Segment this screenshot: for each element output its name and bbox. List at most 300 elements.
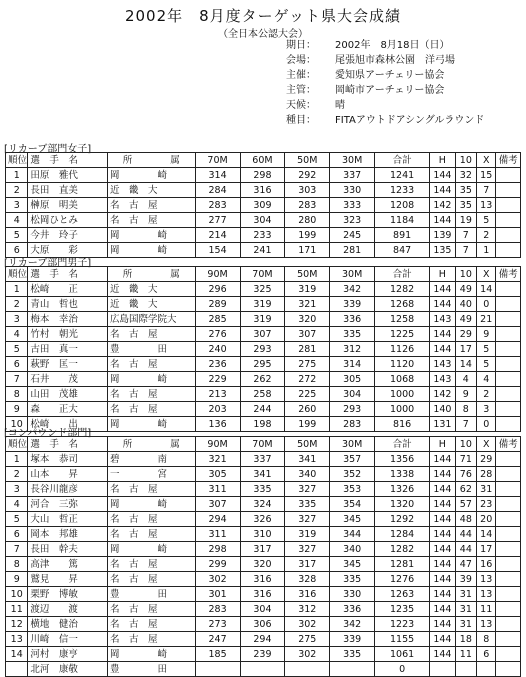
table-cell: 7 [455,417,476,432]
table-cell [496,213,521,228]
event-info-value: FITAアウトドアシングルラウンド [335,115,485,126]
table-cell: 144 [430,527,455,542]
table-cell: 309 [240,198,285,213]
table-cell: 1356 [375,452,430,467]
archer-name: 長谷川龍彦 [28,482,108,497]
table-cell: 35 [455,183,476,198]
table-cell [496,342,521,357]
table-cell [496,417,521,432]
table-cell: 304 [330,387,375,402]
table-cell: 289 [195,297,240,312]
table-cell: 1263 [375,587,430,602]
table-cell: 323 [330,213,375,228]
table-cell: 327 [285,512,330,527]
affiliation: 岡 崎 [107,168,195,183]
table-cell: 1284 [375,527,430,542]
table-cell: 1000 [375,402,430,417]
table-cell: 316 [240,572,285,587]
table-cell: 144 [430,557,455,572]
table-cell: 4 [6,327,28,342]
table-cell: 277 [195,213,240,228]
table-cell [496,512,521,527]
table-cell: 1126 [375,342,430,357]
table-cell: 330 [330,183,375,198]
table-row [6,327,521,342]
table-cell: 2 [6,183,28,198]
table-cell: 3 [6,482,28,497]
archer-name: 松崎 正 [28,282,108,297]
table-cell: 1292 [375,512,430,527]
affiliation: 豊 田 [107,342,195,357]
archer-name: 梅本 幸治 [28,312,108,327]
table-cell: 10 [6,417,28,432]
table-cell: 1 [477,243,496,258]
table-cell: 9 [477,327,496,342]
archer-name: 萩野 匡一 [28,357,108,372]
table-cell: 345 [330,557,375,572]
column-header: 10 [455,267,476,282]
table-cell: 275 [285,632,330,647]
table-cell: 283 [195,198,240,213]
table-cell: 281 [285,342,330,357]
table-cell: 13 [477,587,496,602]
column-header: 90M [195,267,240,282]
table-cell: 5 [477,357,496,372]
table-cell: 17 [455,342,476,357]
table-cell: 142 [430,387,455,402]
table-cell: 13 [477,198,496,213]
table-cell: 48 [455,512,476,527]
table-cell: 49 [455,282,476,297]
affiliation: 広島国際学院大 [107,312,195,327]
event-info-value: 尾張旭市森林公園 洋弓場 [335,55,455,66]
table-cell: 6 [477,647,496,662]
table-cell: 330 [330,587,375,602]
page-subtitle: （全日本公認大会） [218,29,308,40]
table-cell [496,602,521,617]
table-cell: 283 [330,417,375,432]
table-cell [496,647,521,662]
table-cell: 276 [195,327,240,342]
table-cell [477,662,496,677]
table-cell: 317 [285,557,330,572]
archer-name: 鷲見 昇 [28,572,108,587]
table-row [6,542,521,557]
table-row [6,662,521,677]
table-row [6,482,521,497]
column-header: 10 [455,153,476,168]
table-cell: 298 [240,168,285,183]
table-cell: 62 [455,482,476,497]
table-cell: 13 [477,572,496,587]
event-info-value: 晴 [335,100,345,111]
archer-name: 大山 哲正 [28,512,108,527]
archer-name: 古田 真一 [28,342,108,357]
archer-name: 川崎 信一 [28,632,108,647]
table-cell: 4 [6,213,28,228]
table-cell: 241 [240,243,285,258]
table-cell: 316 [240,183,285,198]
affiliation: 豊 田 [107,587,195,602]
table-cell: 327 [285,542,330,557]
event-info-row [286,68,484,83]
column-header: 50M [285,437,330,452]
table-cell: 327 [285,482,330,497]
table-cell: 144 [430,213,455,228]
event-info-label: 主催： [286,70,316,81]
archer-name: 石井 茂 [28,372,108,387]
table-cell: 280 [285,213,330,228]
affiliation: 名 古 屋 [107,198,195,213]
table-cell: 16 [477,557,496,572]
archer-name: 渡辺 渡 [28,602,108,617]
table-cell: 21 [477,312,496,327]
table-cell: 299 [195,557,240,572]
table-row [6,512,521,527]
table-cell: 1276 [375,572,430,587]
column-header: 順位 [6,267,28,282]
table-cell: 321 [195,452,240,467]
table-cell: 2 [477,387,496,402]
affiliation: 名 古 屋 [107,632,195,647]
table-cell: 314 [195,168,240,183]
archer-name: 松岡ひとみ [28,213,108,228]
affiliation: 近 畿 大 [107,282,195,297]
table-cell: 310 [240,527,285,542]
affiliation: 名 古 屋 [107,527,195,542]
archer-name: 田原 雅代 [28,168,108,183]
table-cell: 144 [430,297,455,312]
table-row [6,312,521,327]
table-cell: 28 [477,467,496,482]
results-table-compound [5,436,521,677]
table-cell [285,662,330,677]
table-cell: 7 [6,542,28,557]
table-cell: 352 [330,467,375,482]
archer-name: 北河 康敬 [28,662,108,677]
table-cell: 154 [195,243,240,258]
table-cell: 40 [455,297,476,312]
table-cell: 337 [240,452,285,467]
table-cell: 1326 [375,482,430,497]
column-header: 50M [285,153,330,168]
table-cell: 317 [240,542,285,557]
table-cell: 14 [6,647,28,662]
table-row [6,497,521,512]
table-row [6,297,521,312]
event-info-label: 主管： [286,85,316,96]
archer-name: 竹村 朝光 [28,327,108,342]
table-cell: 302 [285,647,330,662]
table-cell: 335 [330,647,375,662]
table-cell: 6 [6,527,28,542]
table-cell: 31 [477,482,496,497]
table-cell: 57 [455,497,476,512]
column-header: 30M [330,153,375,168]
table-cell: 1061 [375,647,430,662]
table-cell: 1184 [375,213,430,228]
table-cell: 39 [455,572,476,587]
table-cell [496,402,521,417]
table-cell: 298 [195,542,240,557]
table-cell: 5 [477,213,496,228]
affiliation: 名 古 屋 [107,557,195,572]
table-cell: 293 [240,342,285,357]
table-cell: 19 [455,213,476,228]
table-cell: 5 [6,512,28,527]
column-header: 10 [455,437,476,452]
table-cell: 302 [285,617,330,632]
table-cell: 144 [430,183,455,198]
table-cell: 31 [455,587,476,602]
column-header: 所 属 [107,437,195,452]
table-cell: 9 [6,572,28,587]
table-cell: 9 [455,387,476,402]
table-cell: 281 [330,243,375,258]
column-header: 所 属 [107,153,195,168]
table-cell: 2 [6,297,28,312]
archer-name: 松崎 出 [28,417,108,432]
table-cell: 340 [330,542,375,557]
column-header: 30M [330,437,375,452]
table-cell: 320 [240,557,285,572]
column-header: 備考 [496,437,521,452]
table-cell: 0 [477,417,496,432]
table-cell: 847 [375,243,430,258]
table-cell: 283 [285,198,330,213]
table-cell: 1208 [375,198,430,213]
table-cell: 306 [240,617,285,632]
table-cell: 32 [455,168,476,183]
affiliation: 名 古 屋 [107,482,195,497]
table-cell: 353 [330,482,375,497]
table-cell: 199 [285,228,330,243]
table-cell: 2 [6,467,28,482]
table-cell: 14 [455,357,476,372]
table-cell: 339 [330,297,375,312]
event-info-label: 天候： [286,100,316,111]
table-cell [496,632,521,647]
table-row [6,282,521,297]
table-row [6,387,521,402]
table-cell: 139 [430,228,455,243]
event-info-row [286,53,484,68]
table-cell [455,662,476,677]
event-info-row [286,113,484,128]
table-row [6,402,521,417]
table-cell: 10 [6,587,28,602]
section-title-compound: [コンパウンド部門] [4,428,92,439]
table-cell: 35 [455,198,476,213]
table-cell: 14 [477,527,496,542]
table-cell: 29 [477,452,496,467]
table-cell: 7 [477,183,496,198]
table-cell: 144 [430,647,455,662]
table-cell [430,662,455,677]
archer-name: 森 正大 [28,402,108,417]
table-row [6,587,521,602]
event-info-label: 期日： [286,40,316,51]
table-cell: 144 [430,512,455,527]
table-row [6,557,521,572]
affiliation: 名 古 屋 [107,512,195,527]
event-info-label: 会場： [286,55,316,66]
table-row [6,198,521,213]
table-cell: 240 [195,342,240,357]
page-title: 2002年 8月度ターゲット県大会成績 [124,7,402,25]
table-cell: 8 [477,632,496,647]
column-header: 順位 [6,153,28,168]
table-cell: 0 [375,662,430,677]
table-cell: 307 [240,327,285,342]
table-cell: 337 [330,168,375,183]
table-cell: 49 [455,312,476,327]
table-cell: 314 [330,357,375,372]
table-row [6,168,521,183]
table-cell: 354 [330,497,375,512]
table-cell: 31 [455,617,476,632]
table-cell [240,662,285,677]
column-header: 備考 [496,153,521,168]
table-cell: 325 [240,282,285,297]
column-header: 70M [240,267,285,282]
table-cell: 144 [430,342,455,357]
table-cell: 305 [195,467,240,482]
table-cell: 333 [330,198,375,213]
table-cell: 199 [285,417,330,432]
table-cell: 0 [477,297,496,312]
table-cell: 319 [240,297,285,312]
table-cell: 301 [195,587,240,602]
table-cell: 11 [477,602,496,617]
table-cell: 171 [285,243,330,258]
table-cell [496,228,521,243]
table-cell: 273 [195,617,240,632]
table-cell: 203 [195,402,240,417]
table-cell [496,587,521,602]
event-info-value: 2002年 8月18日（日） [335,40,450,51]
affiliation: 名 古 屋 [107,602,195,617]
table-cell: 3 [6,312,28,327]
column-header: 順位 [6,437,28,452]
results-table-recurve-women [5,152,521,258]
table-cell: 816 [375,417,430,432]
archer-name: 河合 三弥 [28,497,108,512]
affiliation: 名 古 屋 [107,213,195,228]
table-cell: 345 [330,512,375,527]
table-cell [496,357,521,372]
table-cell: 9 [6,402,28,417]
archer-name: 榊原 明美 [28,198,108,213]
event-info-value: 岡崎市アーチェリー協会 [335,85,445,96]
table-cell: 296 [195,282,240,297]
table-cell [496,527,521,542]
column-header: X [477,437,496,452]
table-row [6,602,521,617]
archer-name: 河村 康亨 [28,647,108,662]
affiliation: 岡 崎 [107,243,195,258]
table-cell: 8 [6,387,28,402]
column-header: 合計 [375,437,430,452]
column-header: 所 属 [107,267,195,282]
table-cell [496,168,521,183]
table-cell: 44 [455,542,476,557]
table-cell: 7 [455,243,476,258]
table-cell: 17 [477,542,496,557]
table-cell [496,497,521,512]
column-header: H [430,437,455,452]
affiliation: 岡 崎 [107,542,195,557]
table-cell: 320 [285,312,330,327]
table-cell: 326 [240,512,285,527]
table-cell: 302 [195,572,240,587]
table-cell: 13 [6,632,28,647]
table-cell: 275 [285,357,330,372]
affiliation: 岡 崎 [107,417,195,432]
table-cell: 285 [195,312,240,327]
table-cell: 15 [477,168,496,183]
column-header: 合計 [375,153,430,168]
affiliation: 岡 崎 [107,372,195,387]
table-cell [496,482,521,497]
column-header: 選 手 名 [28,267,108,282]
table-row [6,647,521,662]
table-cell: 1000 [375,387,430,402]
table-header-row [6,267,521,282]
table-cell: 295 [240,357,285,372]
table-cell [6,662,28,677]
table-cell: 340 [285,467,330,482]
column-header: 合計 [375,267,430,282]
table-cell: 7 [455,228,476,243]
table-cell: 136 [195,417,240,432]
affiliation: 豊 田 [107,662,195,677]
table-cell: 144 [430,632,455,647]
table-row [6,183,521,198]
column-header: 選 手 名 [28,437,108,452]
table-cell: 1281 [375,557,430,572]
affiliation: 名 古 屋 [107,327,195,342]
table-cell: 344 [330,527,375,542]
affiliation: 名 古 屋 [107,357,195,372]
table-cell: 316 [285,587,330,602]
column-header: 70M [195,153,240,168]
table-cell: 307 [195,497,240,512]
affiliation: 名 古 屋 [107,402,195,417]
table-cell: 144 [430,168,455,183]
table-cell: 5 [6,342,28,357]
table-cell: 11 [455,647,476,662]
table-cell: 319 [240,312,285,327]
table-cell [496,282,521,297]
table-row [6,632,521,647]
affiliation: 名 古 屋 [107,387,195,402]
table-cell: 1 [6,282,28,297]
archer-name: 高津 篤 [28,557,108,572]
table-cell: 312 [330,342,375,357]
table-cell: 6 [6,357,28,372]
table-cell: 328 [285,572,330,587]
event-info-row [286,83,484,98]
table-cell: 1268 [375,297,430,312]
archer-name: 塚本 恭司 [28,452,108,467]
table-cell: 144 [430,572,455,587]
table-row [6,527,521,542]
table-cell: 1225 [375,327,430,342]
table-cell: 321 [285,297,330,312]
table-cell: 3 [477,402,496,417]
table-cell: 31 [455,602,476,617]
